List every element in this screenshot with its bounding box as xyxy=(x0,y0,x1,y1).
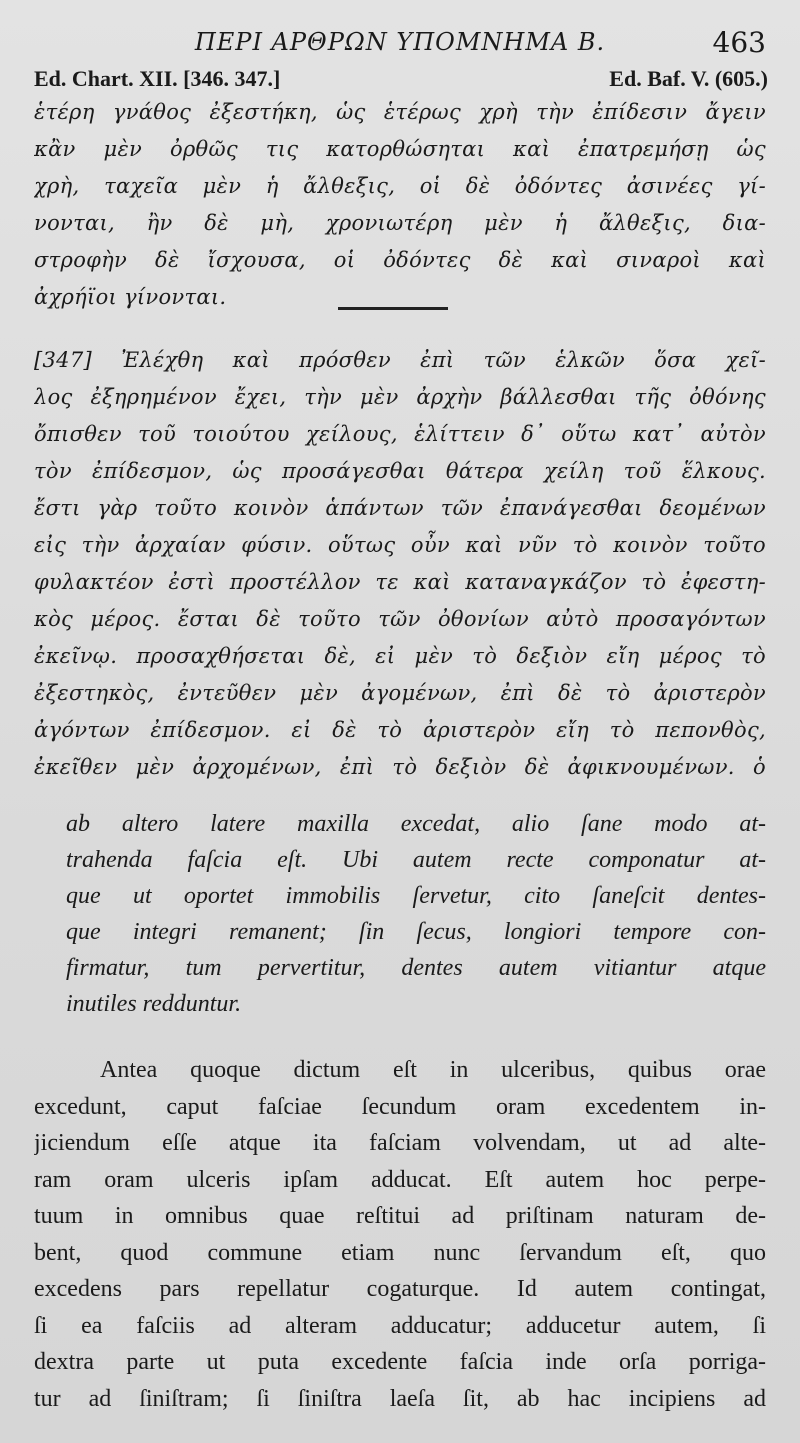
greek-passage-main xyxy=(34,342,766,786)
edition-reference-row xyxy=(34,66,768,92)
text-line: ἀγόντων ἐπίδεσμον. εἰ δὲ τὸ ἀριστερὸν εἴη τὸ πεπονθὸς, xyxy=(34,718,766,742)
text-line: excedens pars repellatur cogaturque. Id autem contingat, xyxy=(34,1276,766,1302)
latin-translation-italic xyxy=(66,806,766,1022)
text-line: στροφὴν δὲ ἴσχουσα, οἱ ὀδόντες δὲ καὶ σιναροὶ καὶ xyxy=(34,248,766,272)
text-line: ἐκεῖνῳ. προσαχθήσεται δὲ, εἰ μὲν τὸ δεξιὸν εἴη μέρος τὸ xyxy=(34,644,766,668)
text-line: que integri remanent; ſin ſecus, longiori tempore con- xyxy=(66,919,766,945)
greek-passage-top xyxy=(34,94,766,316)
text-line: tur ad ſiniſtram; ſi ſiniſtra laeſa ſit, ab hac incipiens ad xyxy=(34,1385,766,1412)
section-divider xyxy=(338,307,448,310)
edition-reference-left: Ed. Chart. XII. [346. 347.] xyxy=(34,66,281,91)
text-line: jiciendum eſſe atque ita faſciam volvendam, ut ad alte- xyxy=(34,1130,766,1156)
text-line: excedunt, caput faſciae ſecundum oram excedentem in- xyxy=(34,1093,766,1120)
text-line: ἔστι γὰρ τοῦτο κοινὸν ἁπάντων τῶν ἐπανάγεσθαι δεομένων xyxy=(34,496,766,520)
text-line: Antea quoque dictum eſt in ulceribus, quibus orae xyxy=(100,1057,766,1083)
text-line: ἐξεστηκὸς, ἐντεῦθεν μὲν ἀγομένων, ἐπὶ δὲ τὸ ἀριστερὸν xyxy=(34,681,766,705)
latin-commentary xyxy=(34,1052,766,1417)
text-line: ἀχρήϊοι γίνονται. xyxy=(34,285,227,309)
text-line: ἑτέρη γνάθος ἐξεστήκη, ὡς ἑτέρως χρὴ τὴν ἐπίδεσιν ἄγειν xyxy=(34,100,766,124)
text-line: ab altero latere maxilla excedat, alio ſane modo at- xyxy=(66,811,766,837)
text-line: dextra parte ut puta excedente faſcia inde orſa porriga- xyxy=(34,1349,766,1375)
text-line: ſi ea faſciis ad alteram adducatur; adducetur autem, ſi xyxy=(34,1312,766,1339)
text-line: bent, quod commune etiam nunc ſervandum eſt, quo xyxy=(34,1239,766,1266)
text-line: εἰς τὴν ἀρχαίαν φύσιν. οὕτως οὖν καὶ νῦν τὸ κοινὸν τοῦτο xyxy=(34,533,766,557)
text-line: νονται, ἢν δὲ μὴ, χρονιωτέρη μὲν ἡ ἄλθεξις, δια- xyxy=(34,211,766,235)
page-number: 463 xyxy=(712,26,766,59)
text-line: firmatur, tum pervertitur, dentes autem vitiantur atque xyxy=(66,955,766,981)
text-line: trahenda faſcia eſt. Ubi autem recte componatur at- xyxy=(66,847,766,873)
text-line: ὄπισθεν τοῦ τοιούτου χείλους, ἑλίττειν δ᾽ οὕτω κατ᾽ αὐτὸν xyxy=(34,422,766,446)
text-line: ram oram ulceris ipſam adducat. Eſt autem hoc perpe- xyxy=(34,1166,766,1193)
text-line: [347] Ἐλέχθη καὶ πρόσθεν ἐπὶ τῶν ἑλκῶν ὅσα χεῖ- xyxy=(34,348,766,372)
text-line: λος ἐξηρημένον ἔχει, τὴν μὲν ἀρχὴν βάλλεσθαι τῆς ὀθόνης xyxy=(34,385,766,409)
text-line: χρὴ, ταχεῖα μὲν ἡ ἄλθεξις, οἱ δὲ ὀδόντες ἀσινέες γί- xyxy=(34,174,766,198)
text-line: κἂν μὲν ὀρθῶς τις κατορθώσηται καὶ ἐπατρεμήσῃ ὡς xyxy=(34,137,766,161)
edition-reference-right: Ed. Baf. V. (605.) xyxy=(609,66,768,91)
text-line: φυλακτέον ἐστὶ προστέλλον τε καὶ καταναγκάζον τὸ ἐφεστη- xyxy=(34,570,766,594)
text-line: tuum in omnibus quae reſtitui ad priſtinam naturam de- xyxy=(34,1203,766,1229)
text-line: κὸς μέρος. ἔσται δὲ τοῦτο τῶν ὀθονίων αὐτὸ προσαγόντων xyxy=(34,607,766,631)
text-line: ἐκεῖθεν μὲν ἀρχομένων, ἐπὶ τὸ δεξιὸν δὲ ἀφικνουμένων. ὁ xyxy=(34,755,766,779)
text-line: τὸν ἐπίδεσμον, ὡς προσάγεσθαι θάτερα χείλη τοῦ ἕλκους. xyxy=(34,459,766,483)
text-line: inutiles redduntur. xyxy=(66,991,242,1017)
text-line: que ut oportet immobilis ſervetur, cito ſaneſcit dentes- xyxy=(66,883,766,909)
running-head-title: ΠΕΡΙ ΑΡΘΡΩΝ ΥΠΟΜΝΗΜΑ Β. xyxy=(194,28,606,56)
